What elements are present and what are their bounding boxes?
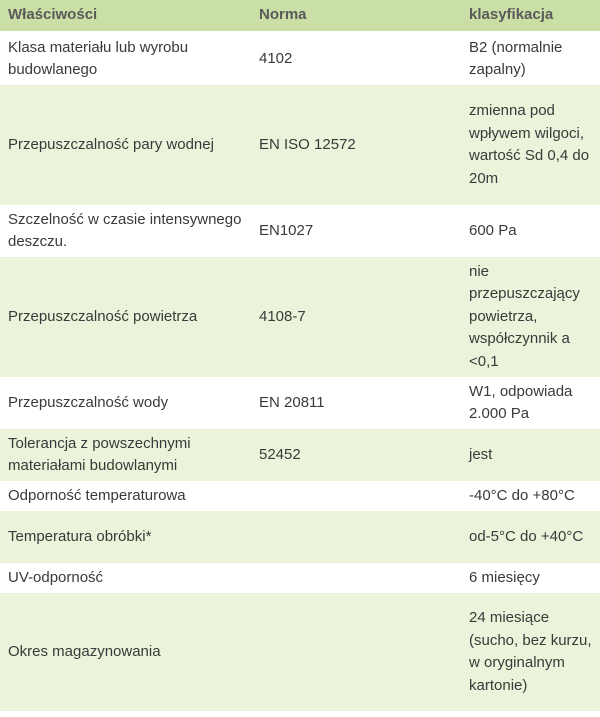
row-classification: 24 miesiące (sucho, bez kurzu, w oryginalnym kartonie) <box>461 593 600 711</box>
table-row <box>0 85 600 205</box>
row-classification: nie przepuszczający powietrza, współczynnik a <0,1 <box>461 257 600 377</box>
row-classification: 6 miesięcy <box>461 563 600 593</box>
table-row <box>0 377 600 429</box>
header-norm: Norma <box>251 0 461 33</box>
row-property: Klasa materiału lub wyrobu budowlanego <box>0 33 251 85</box>
table-header-row <box>0 0 600 33</box>
header-classification: klasyfikacja <box>461 0 600 33</box>
table-row <box>0 33 600 85</box>
row-norm <box>251 511 461 563</box>
row-property: Okres magazynowania <box>0 593 251 711</box>
row-classification: B2 (normalnie zapalny) <box>461 33 600 85</box>
table-row <box>0 429 600 481</box>
row-property: Odporność temperaturowa <box>0 481 251 511</box>
row-norm: 4102 <box>251 33 461 85</box>
row-property: Przepuszczalność wody <box>0 377 251 429</box>
row-norm <box>251 481 461 511</box>
header-property: Właściwości <box>0 0 251 33</box>
table-row <box>0 481 600 511</box>
row-norm: 4108-7 <box>251 257 461 377</box>
table-row <box>0 563 600 593</box>
table-row <box>0 511 600 563</box>
row-property: Przepuszczalność powietrza <box>0 257 251 377</box>
row-property: Tolerancja z powszechnymi materiałami budowlanymi <box>0 429 251 481</box>
row-norm <box>251 593 461 711</box>
row-classification: -40°C do +80°C <box>461 481 600 511</box>
row-property: Przepuszczalność pary wodnej <box>0 85 251 205</box>
row-norm <box>251 563 461 593</box>
row-classification: 600 Pa <box>461 205 600 257</box>
table-row <box>0 205 600 257</box>
row-classification: W1, odpowiada 2.000 Pa <box>461 377 600 429</box>
row-classification: jest <box>461 429 600 481</box>
row-classification: zmienna pod wpływem wilgoci, wartość Sd 0,4 do 20m <box>461 85 600 205</box>
row-norm: 52452 <box>251 429 461 481</box>
row-property: Temperatura obróbki* <box>0 511 251 563</box>
row-classification: od-5°C do +40°C <box>461 511 600 563</box>
table-row <box>0 593 600 711</box>
row-property: Szczelność w czasie intensywnego deszczu. <box>0 205 251 257</box>
row-norm: EN 20811 <box>251 377 461 429</box>
table-row <box>0 257 600 377</box>
row-norm: EN ISO 12572 <box>251 85 461 205</box>
row-norm: EN1027 <box>251 205 461 257</box>
row-property: UV-odporność <box>0 563 251 593</box>
